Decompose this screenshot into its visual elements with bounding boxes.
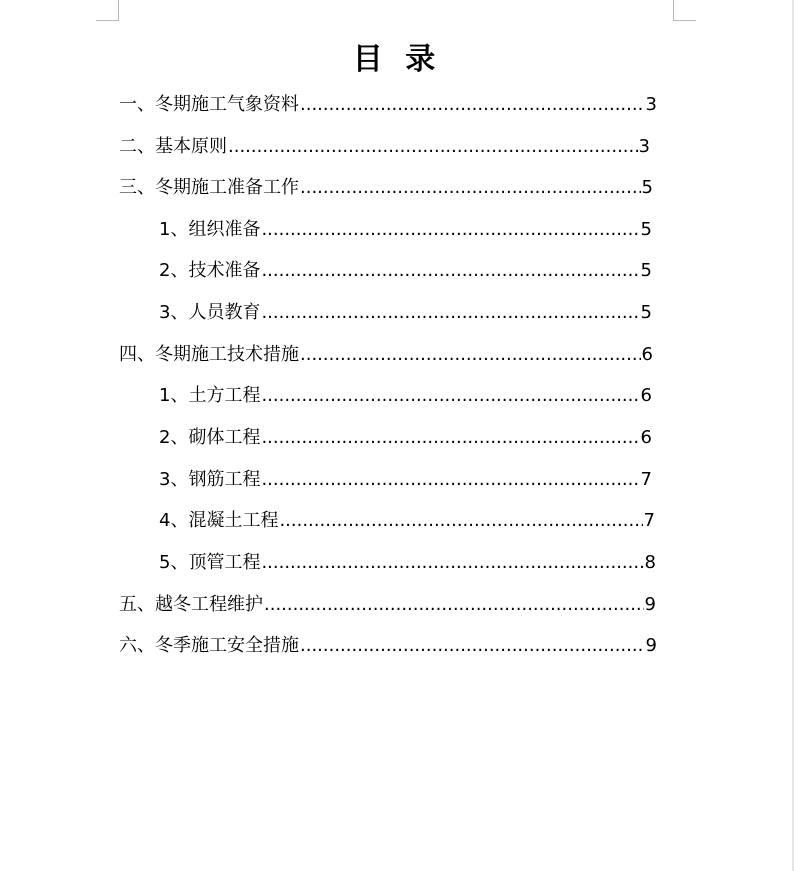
toc-entry-text: 1、组织准备 xyxy=(159,219,261,240)
toc-entry[interactable] xyxy=(159,217,652,243)
toc-entry-text: 3、人员教育 xyxy=(159,302,261,323)
toc-entry-text: 1、土方工程 xyxy=(159,385,261,406)
toc-leader-dots xyxy=(300,92,645,118)
toc-entry[interactable] xyxy=(159,467,652,493)
toc-entry-text: 二、基本原则 xyxy=(119,136,227,157)
toc-page-number: 6 xyxy=(640,427,652,448)
toc-leader-dots xyxy=(300,342,641,368)
toc-entry[interactable] xyxy=(119,633,657,659)
toc-leader-dots xyxy=(228,134,638,160)
toc-page-number: 6 xyxy=(640,385,652,406)
toc-page-number: 3 xyxy=(645,94,657,115)
toc-entry-text: 四、冬期施工技术措施 xyxy=(119,344,299,365)
toc-page-number: 6 xyxy=(641,344,653,365)
toc-entry-text: 五、越冬工程维护 xyxy=(119,594,263,615)
toc-page-number: 7 xyxy=(640,469,652,490)
toc-leader-dots xyxy=(300,175,641,201)
toc-entry-text: 六、冬季施工安全措施 xyxy=(119,635,299,656)
toc-leader-dots xyxy=(264,592,644,618)
toc-entry-text: 5、顶管工程 xyxy=(159,552,261,573)
toc-page-number: 9 xyxy=(644,594,656,615)
toc-leader-dots xyxy=(261,550,643,576)
toc-page-number: 7 xyxy=(643,510,655,531)
toc-entry[interactable] xyxy=(159,383,652,409)
toc-entry[interactable] xyxy=(159,425,652,451)
toc-page-number: 5 xyxy=(641,177,653,198)
toc-entry-text: 一、冬期施工气象资料 xyxy=(119,94,299,115)
toc-entry[interactable] xyxy=(159,300,652,326)
toc-entry-text: 2、砌体工程 xyxy=(159,427,261,448)
toc-leader-dots xyxy=(261,383,639,409)
toc-leader-dots xyxy=(300,633,645,659)
toc-entry[interactable] xyxy=(159,508,655,534)
toc-title: 目 录 xyxy=(352,42,442,77)
toc-entry[interactable] xyxy=(119,592,656,618)
toc-entry[interactable] xyxy=(159,550,656,576)
toc-entry[interactable] xyxy=(119,134,650,160)
toc-leader-dots xyxy=(261,425,639,451)
toc-entry-text: 三、冬期施工准备工作 xyxy=(119,177,299,198)
toc-entry-text: 4、混凝土工程 xyxy=(159,510,279,531)
toc-leader-dots xyxy=(279,508,642,534)
toc-entry-text: 3、钢筋工程 xyxy=(159,469,261,490)
crop-mark-top-right xyxy=(673,0,696,21)
toc-leader-dots xyxy=(261,467,639,493)
toc-entry-text: 2、技术准备 xyxy=(159,260,261,281)
toc-page-number: 3 xyxy=(638,136,650,157)
toc-entry[interactable] xyxy=(119,342,653,368)
toc-page-number: 9 xyxy=(645,635,657,656)
toc-leader-dots xyxy=(261,300,639,326)
toc-leader-dots xyxy=(261,258,639,284)
toc-entry[interactable] xyxy=(119,175,653,201)
crop-mark-top-left xyxy=(96,0,119,21)
toc-leader-dots xyxy=(261,217,639,243)
toc-entry[interactable] xyxy=(119,92,657,118)
toc-page-number: 5 xyxy=(640,260,652,281)
toc-page-number: 5 xyxy=(640,302,652,323)
toc-entry[interactable] xyxy=(159,258,652,284)
toc-page-number: 8 xyxy=(644,552,656,573)
toc-page-number: 5 xyxy=(640,219,652,240)
